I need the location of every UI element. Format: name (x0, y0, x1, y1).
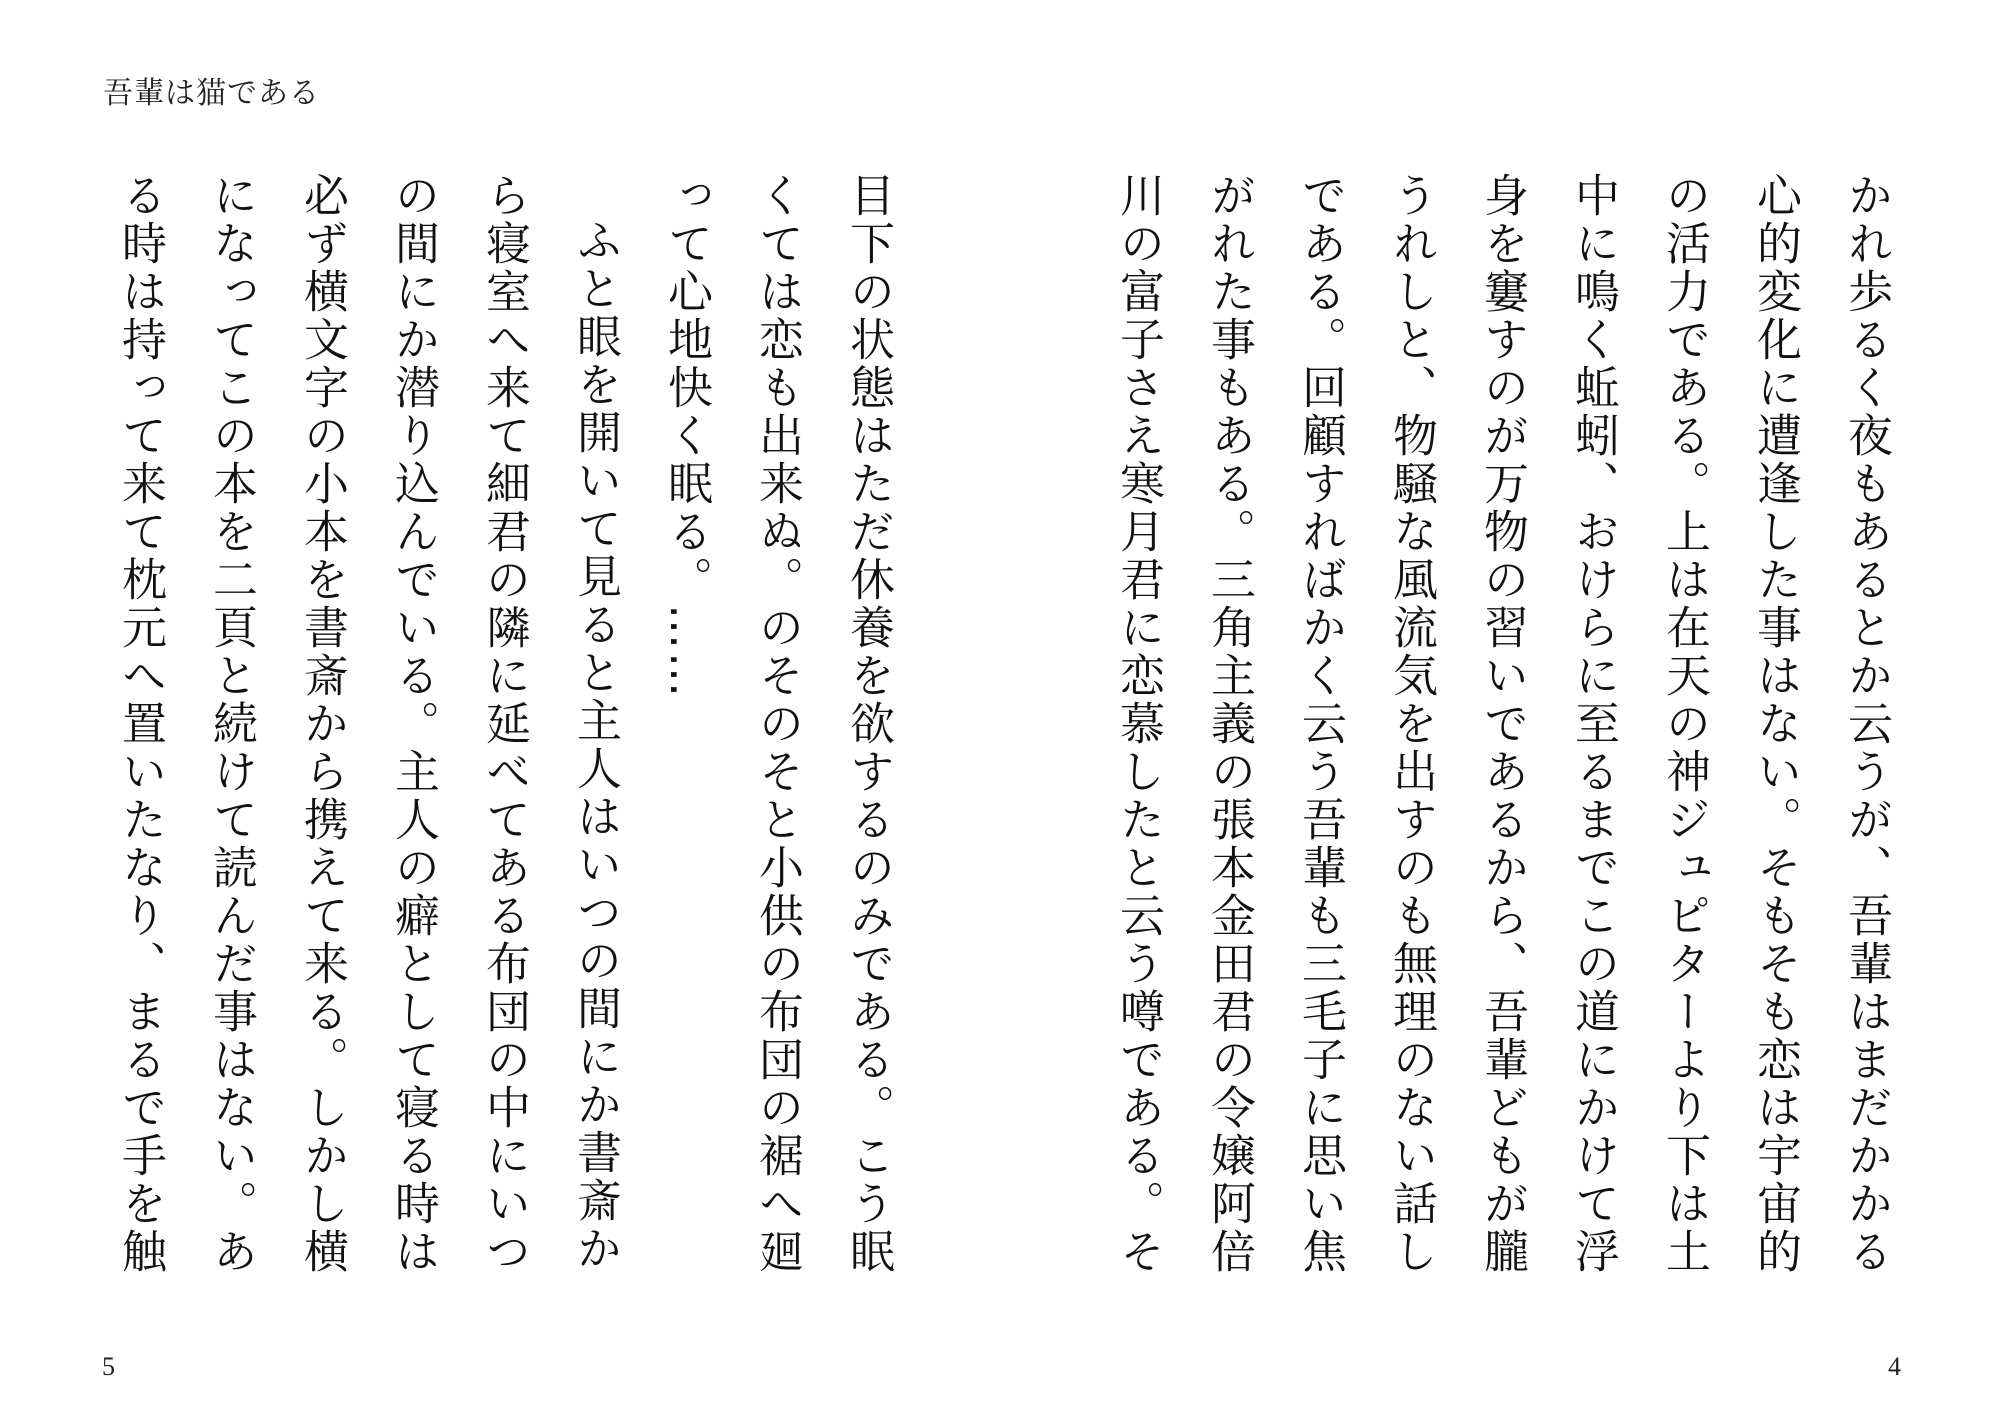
page-number-left: 5 (102, 1352, 115, 1381)
left-paragraph-2: ふと眼を開いて見ると主人はいつの間にか書斎から寝室へ来て細君の隣に延べてある布団の中にいつの間にか潜り込んでいる。主人の癖として寝る時は必ず横文字の小本を書斎から携えて来る。しかし横になってこの本を二頁と続けて読んだ事はない。ある時は持って来て枕元へ置いたなり、まるで手を触 (114, 172, 622, 1276)
gutter-divider (999, 0, 1001, 1419)
right-paragraph-1: かれ歩るく夜もあるとか云うが、吾輩はまだかかる心的変化に遭逢した事はない。そもそも恋は宇宙的の活力である。上は在天の神ジュピターより下は土中に鳴く蚯蚓、おけらに至るまでこの道にかけて浮身を窶すのが万物の習いであるから、吾輩どもが朧うれしと、物騒な風流気を出すのも無理のない話しである。回顧すればかく云う吾輩も三毛子に思い焦がれた事もある。三角主義の張本金田君の令嬢阿倍川の富子さえ寒月君に恋慕したと云う噂である。そ (1112, 172, 1893, 1276)
right-page-text (1080, 172, 1912, 1297)
left-page-text (92, 172, 914, 1297)
running-head: 吾輩は猫である (103, 76, 320, 111)
left-paragraph-1: 目下の状態はただ休養を欲するのみである。こう眠くては恋も出来ぬ。のそのそと小供の布団の裾へ廻って心地快く眠る。…… (660, 172, 895, 1276)
page-number-right: 4 (1888, 1352, 1901, 1381)
